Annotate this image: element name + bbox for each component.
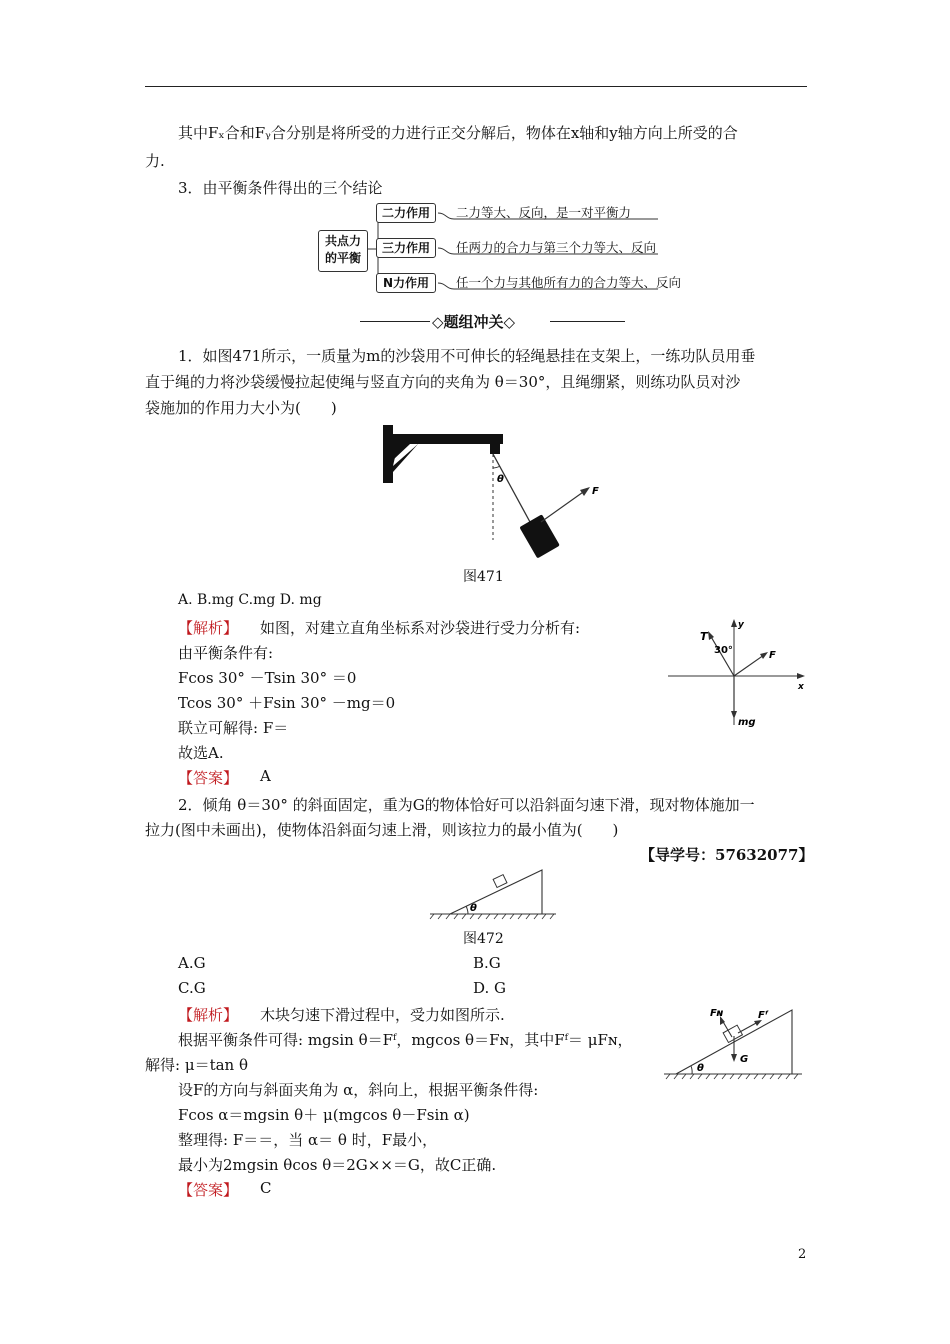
force-diagram-2 (662, 1000, 807, 1082)
divider (550, 321, 625, 322)
options: A. B.mg C.mg D. mg (178, 592, 322, 608)
angle-label: 30° (714, 645, 733, 656)
force-diagram-1 (668, 615, 813, 730)
answer-tag: 【答案】 (178, 1181, 239, 1199)
question-line: 1．如图471所示，一质量为m的沙袋用不可伸长的轻绳悬挂在支架上，一练功队员用垂 (178, 347, 756, 365)
concept-branch-label: 三力作用 (376, 238, 436, 258)
force-label: F (592, 486, 599, 497)
analysis-line: 设F的方向与斜面夹角为 α，斜向上，根据平衡条件得: (178, 1081, 539, 1099)
option-b: B.G (473, 954, 501, 972)
group-title: ◇题组冲关◇ (432, 313, 516, 331)
question-line: 袋施加的作用力大小为( ) (145, 399, 337, 417)
tension-label: T (700, 630, 708, 643)
analysis-line: 木块匀速下滑过程中，受力如图所示. (260, 1006, 505, 1024)
paragraph-line: 力. (145, 152, 165, 170)
analysis-line: 如图，对建立直角坐标系对沙袋进行受力分析有: (260, 619, 581, 637)
concept-branch-text: 任两力的合力与第三个力等大、反向 (456, 240, 657, 255)
section-title: 3．由平衡条件得出的三个结论 (178, 179, 383, 197)
analysis-line: 故选A. (178, 744, 224, 762)
concept-branch-label: 二力作用 (376, 203, 436, 223)
option-c: C.G (178, 979, 206, 997)
option-a: A.G (178, 954, 206, 972)
concept-branch-label: N力作用 (376, 273, 436, 293)
theta-label: θ (497, 474, 504, 485)
figure-471 (378, 420, 618, 560)
analysis-line: 解得: μ＝tan θ (145, 1056, 249, 1074)
analysis-tag: 【解析】 (178, 619, 239, 637)
figure-472 (428, 862, 558, 920)
answer-tag: 【答案】 (178, 769, 239, 787)
analysis-line: 根据平衡条件可得: mgsin θ＝Fᶠ，mgcos θ＝Fɴ，其中Fᶠ＝ μFɴ， (178, 1031, 633, 1049)
equation: Fcos α＝mgsin θ＋ μ(mgcos θ－Fsin α) (178, 1106, 470, 1124)
question-line: 直于绳的力将沙袋缓慢拉起使绳与竖直方向的夹角为 θ＝30°，且绳绷紧，则练功队员对沙 (145, 373, 741, 391)
theta-label: θ (470, 903, 477, 914)
analysis-line: 由平衡条件有: (178, 644, 274, 662)
y-axis-label: y (738, 620, 744, 630)
root-line: 的平衡 (324, 251, 361, 265)
analysis-line: 整理得: F＝＝，当 α＝ θ 时，F最小， (178, 1131, 438, 1149)
figure-caption: 图471 (463, 569, 504, 585)
concept-map-root (318, 230, 368, 272)
equation: Tcos 30° ＋Fsin 30° －mg＝0 (178, 694, 396, 712)
root-line: 共点力 (324, 234, 361, 248)
paragraph-line: 其中Fₓ合和Fᵧ合分别是将所受的力进行正交分解后，物体在x轴和y轴方向上所受的合 (178, 124, 738, 142)
concept-branch-text: 二力等大、反向，是一对平衡力 (456, 205, 632, 220)
analysis-line: 联立可解得: F＝ (178, 719, 289, 737)
normal-force-label: Fɴ (710, 1008, 724, 1019)
divider (360, 321, 430, 322)
force-label: F (769, 650, 776, 661)
header-rule (145, 86, 807, 87)
figure-caption: 图472 (463, 931, 504, 947)
gravity-label: G (740, 1054, 749, 1065)
question-line: 拉力(图中未画出)，使物体沿斜面匀速上滑，则该拉力的最小值为( ) (145, 821, 619, 839)
analysis-line: 最小为2mgsin θcos θ＝2G××＝G，故C正确. (178, 1156, 497, 1174)
x-axis-label: x (798, 682, 804, 692)
friction-label: Fᶠ (758, 1010, 769, 1021)
equation: Fcos 30° －Tsin 30° ＝0 (178, 669, 357, 687)
page-number: 2 (798, 1247, 807, 1262)
analysis-tag: 【解析】 (178, 1006, 239, 1024)
answer-value: C (260, 1179, 272, 1197)
theta-label: θ (697, 1063, 704, 1074)
weight-label: mg (738, 717, 756, 728)
guide-number: 【导学号：57632077】 (640, 846, 814, 864)
option-d: D. G (473, 979, 507, 997)
concept-branch-text: 任一个力与其他所有力的合力等大、反向 (456, 275, 682, 290)
answer-value: A (260, 767, 271, 785)
question-line: 2．倾角 θ＝30° 的斜面固定，重为G的物体恰好可以沿斜面匀速下滑，现对物体施加一 (178, 796, 755, 814)
